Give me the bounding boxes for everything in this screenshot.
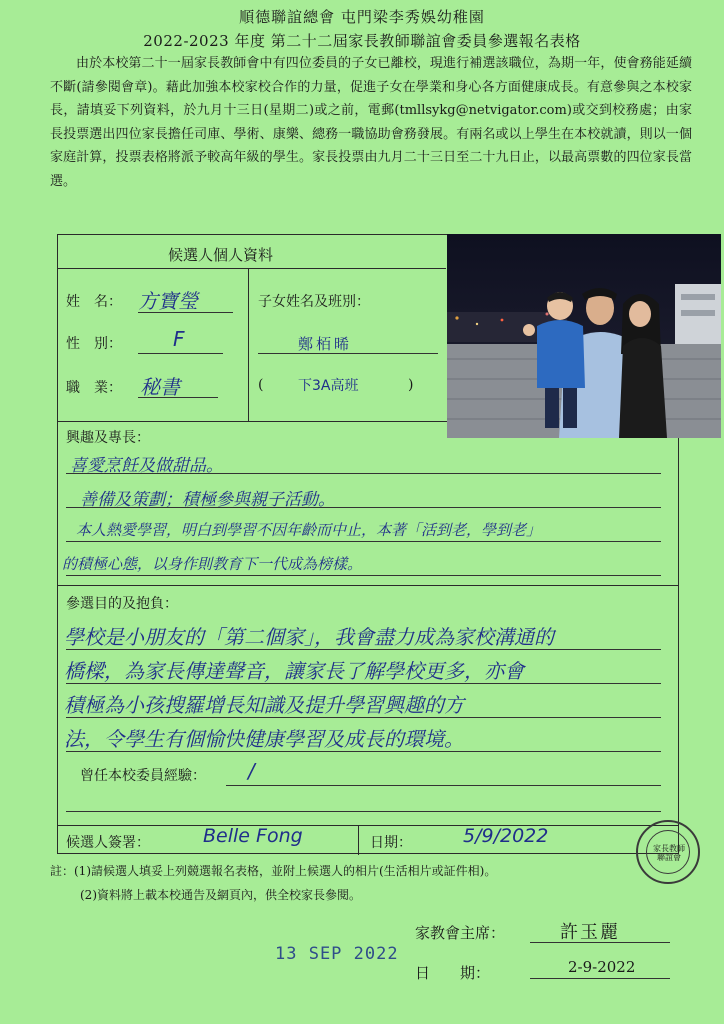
child-class-value: 下3A高班 xyxy=(298,378,359,394)
signature-value: Belle Fong xyxy=(203,825,303,847)
name-underline xyxy=(138,312,233,313)
seal-text: 家長教師聯誼會 xyxy=(653,844,685,862)
received-date-stamp: 13 SEP 2022 xyxy=(275,944,399,964)
hobbies-underline xyxy=(66,507,661,508)
job-value: 秘書 xyxy=(140,375,180,399)
hobbies-line: 喜愛烹飪及做甜品。 xyxy=(70,456,223,476)
class-close-paren: ) xyxy=(408,377,414,393)
experience-label: 曾任本校委員經驗： xyxy=(80,768,206,784)
footer-date-underline xyxy=(530,978,670,979)
hobbies-underline xyxy=(66,541,661,542)
hobbies-underline xyxy=(66,473,661,474)
section-divider xyxy=(58,825,678,826)
signature-label: 候選人簽署： xyxy=(66,835,150,851)
purpose-line: 橋樑，為家長傳達聲音，讓家長了解學校更多，亦會 xyxy=(64,659,524,683)
experience-underline xyxy=(226,785,661,786)
hobbies-label: 興趣及專長： xyxy=(66,430,150,446)
gender-label: 性 別： xyxy=(66,336,122,352)
column-divider xyxy=(358,825,359,855)
gender-value: F xyxy=(173,327,185,351)
purpose-line: 積極為小孩搜羅增長知識及提升學習興趣的方 xyxy=(64,693,464,717)
date-label: 日期： xyxy=(370,835,412,851)
name-label: 姓 名： xyxy=(66,294,122,310)
experience-underline xyxy=(66,811,661,812)
purpose-underline xyxy=(66,717,661,718)
form-title: 2022-2023 年度 第二十二屆家長教師聯誼會委員參選報名表格 xyxy=(143,32,581,50)
purpose-line: 法，令學生有個愉快健康學習及成長的環境。 xyxy=(64,727,464,751)
hobbies-line: 善備及策劃；積極參與親子活動。 xyxy=(80,490,335,510)
section-divider xyxy=(58,268,446,269)
job-underline xyxy=(138,397,218,398)
class-open-paren: ( xyxy=(258,377,264,393)
note-1: 註：(1)請候選人填妥上列競選報名表格，並附上候選人的相片(生活相片或証件相)。 xyxy=(50,864,497,878)
footer-date-value: 2-9-2022 xyxy=(568,958,636,976)
school-title: 順德聯誼總會 屯門梁李秀娛幼稚園 xyxy=(239,8,485,26)
chair-label: 家教會主席： xyxy=(415,924,506,942)
name-value: 方寶瑩 xyxy=(138,289,198,313)
chair-value: 許玉麗 xyxy=(560,922,620,943)
intro-paragraph: 由於本校第二十一屆家長教師會中有四位委員的子女已離校，現進行補選該職位，為期一年，使會務能延續不斷(請參閱會章)。藉此加強本校家校合作的力量，促進子女在學業和身心各方面健康成長。有意參與之本校家長，請填妥下列資料，於九月十三日(星期二)或之前，電郵(tmllsykg@netvigator.com)或交到校務處；由家長投票選出四位家長擔任司庫、學術、康樂、總務一職協助會務發展。有兩名或以上學生在本校就讀，則以一個家庭計算，投票表格將派予較高年級的學生。家長投票由九月二十三日至二十九日止，以最高票數的四位家長當選。 xyxy=(50,56,692,189)
section-title: 候選人個人資料 xyxy=(168,246,274,264)
date-value: 5/9/2022 xyxy=(463,825,549,847)
purpose-underline xyxy=(66,751,661,752)
section-divider xyxy=(58,585,678,586)
child-label: 子女姓名及班別： xyxy=(258,294,370,310)
note-2: (2)資料將上載本校通告及網頁內，供全校家長參閱。 xyxy=(80,888,362,902)
purpose-label: 參選目的及抱負： xyxy=(66,596,178,612)
hobbies-line: 的積極心態，以身作則教育下一代成為榜樣。 xyxy=(62,555,363,573)
column-divider xyxy=(248,268,249,421)
candidate-photo xyxy=(447,234,721,438)
footer-date-label: 日 期： xyxy=(415,964,491,982)
purpose-underline xyxy=(66,683,661,684)
hobbies-underline xyxy=(66,575,661,576)
experience-value: / xyxy=(248,759,255,783)
hobbies-line: 本人熱愛學習，明白到學習不因年齡而中止，本著「活到老，學到老」 xyxy=(76,521,542,539)
child-name-underline xyxy=(258,353,438,354)
chair-underline xyxy=(530,942,670,943)
job-label: 職 業： xyxy=(66,380,122,396)
purpose-line: 學校是小朋友的「第二個家」，我會盡力成為家校溝通的 xyxy=(64,625,554,649)
gender-underline xyxy=(138,353,223,354)
child-name-value: 鄭栢晞 xyxy=(298,335,353,353)
purpose-underline xyxy=(66,649,661,650)
association-seal xyxy=(636,820,700,884)
